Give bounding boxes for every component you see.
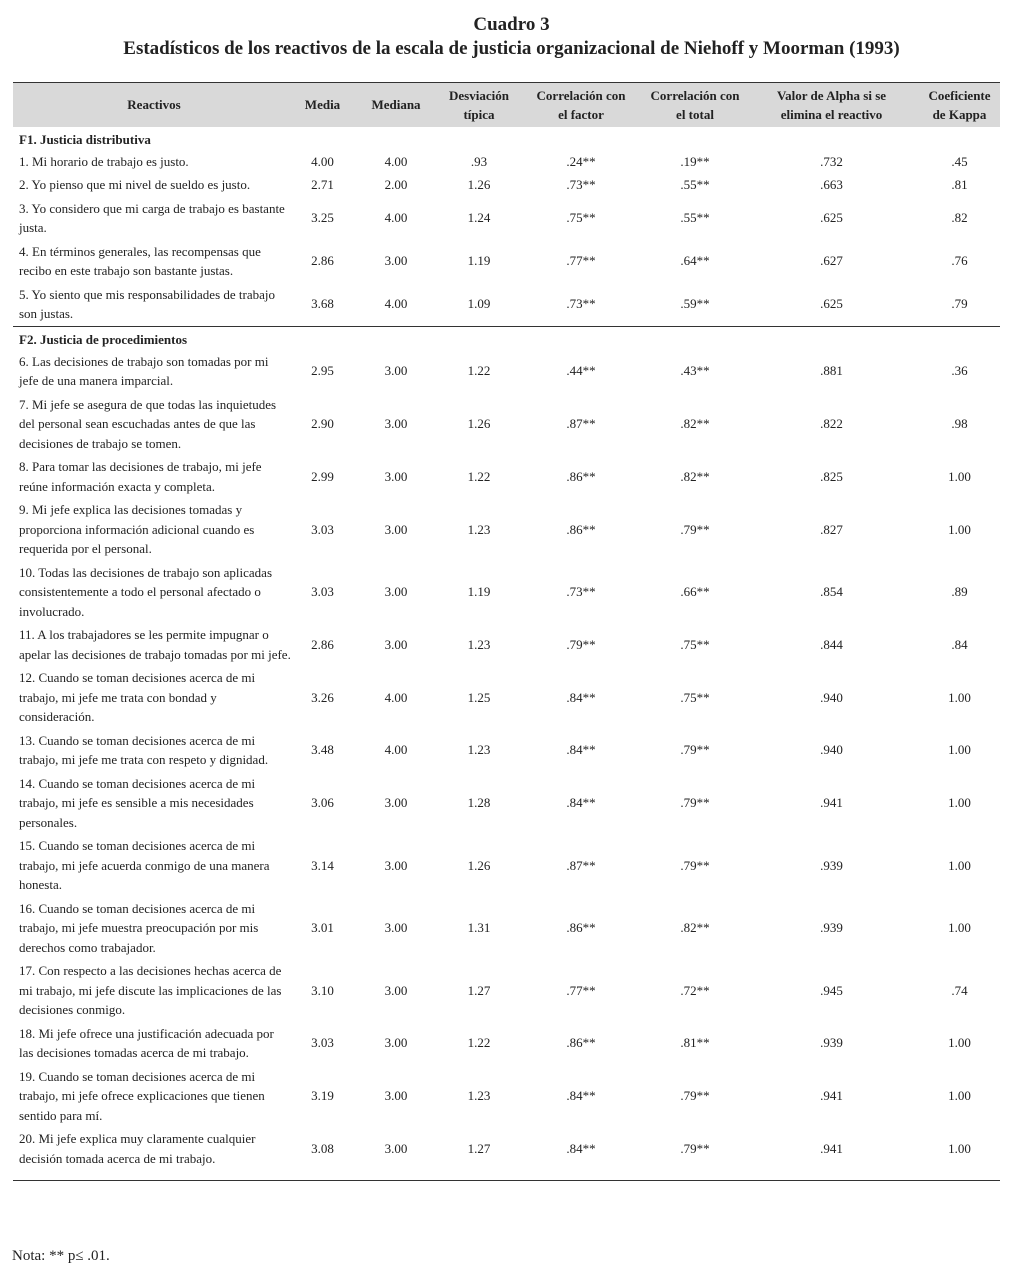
item-text: 1. Mi horario de trabajo es justo. xyxy=(19,153,189,169)
table-body xyxy=(13,127,1000,1181)
cell-kappa: .36 xyxy=(951,363,968,379)
section-title: F2. Justicia de procedimientos xyxy=(13,326,1000,350)
cell-corr-factor: .77** xyxy=(566,982,596,998)
cell-mediana: 3.00 xyxy=(384,857,408,873)
cell-desviacion: 1.26 xyxy=(467,857,491,873)
cell-kappa: .45 xyxy=(951,153,968,169)
item-text: 18. Mi jefe ofrece una justificación adecuada por las decisiones tomadas acerca de mi trabajo. xyxy=(19,1025,274,1060)
cell-corr-factor: .86** xyxy=(566,1035,596,1051)
item-text: 7. Mi jefe se asegura de que todas las inquietudes del personal sean escuchadas antes de que las decisiones de trabajo se tomen. xyxy=(19,396,277,451)
cell-media: 3.26 xyxy=(311,689,334,705)
cell-corr-total: .81** xyxy=(680,1035,710,1051)
item-text: 15. Cuando se toman decisiones acerca de mi trabajo, mi jefe acuerda conmigo de una manera honesta. xyxy=(19,838,270,892)
item-text: 13. Cuando se toman decisiones acerca de mi trabajo, mi jefe me trata con respeto y dignidad. xyxy=(19,732,269,767)
cell-mediana: 4.00 xyxy=(384,742,408,758)
cell-mediana: 4.00 xyxy=(384,689,408,705)
table-row xyxy=(13,1127,1000,1181)
cell-mediana: 3.00 xyxy=(384,920,408,935)
cell-kappa: 1.00 xyxy=(948,742,971,758)
cell-media: 3.19 xyxy=(311,1088,334,1103)
table-row xyxy=(13,350,1000,393)
cell-corr-total: .59** xyxy=(680,296,710,312)
item-text: 3. Yo considero que mi carga de trabajo es bastante justa. xyxy=(19,200,285,235)
cell-corr-factor: .86** xyxy=(566,468,596,484)
table-row xyxy=(13,666,1000,729)
cell-corr-total: .82** xyxy=(680,468,710,484)
cell-alpha: .732 xyxy=(820,153,843,169)
table-row xyxy=(13,623,1000,666)
cell-alpha: .627 xyxy=(820,253,843,269)
cell-alpha: .827 xyxy=(820,521,843,537)
cell-desviacion: 1.23 xyxy=(467,521,491,537)
cell-desviacion: 1.24 xyxy=(467,210,491,226)
item-text: 19. Cuando se toman decisiones acerca de mi trabajo, mi jefe ofrece explicaciones que tienen sentido para mí. xyxy=(19,1068,265,1123)
cell-mediana: 2.00 xyxy=(384,177,408,192)
cell-alpha: .822 xyxy=(820,416,843,431)
cell-corr-total: .82** xyxy=(680,920,710,935)
cell-kappa: .98 xyxy=(951,416,968,431)
cell-mediana: 3.00 xyxy=(384,795,408,810)
cell-alpha: .625 xyxy=(820,296,843,312)
table-note: Nota: ** p≤ .01. xyxy=(12,1248,110,1264)
table-row xyxy=(13,150,1000,174)
header-col-kappa: Coeficiente de Kappa xyxy=(919,83,1000,127)
cell-corr-factor: .73** xyxy=(566,584,596,599)
cell-kappa: .84 xyxy=(951,636,968,652)
table-row xyxy=(13,498,1000,561)
cell-kappa: .81 xyxy=(951,177,968,192)
cell-corr-factor: .75** xyxy=(566,210,596,226)
cell-media: 3.14 xyxy=(311,857,334,873)
table-row xyxy=(13,561,1000,624)
cell-media: 2.86 xyxy=(311,636,334,652)
cell-mediana: 3.00 xyxy=(384,584,408,599)
item-text: 5. Yo siento que mis responsabilidades de trabajo son justas. xyxy=(19,286,275,321)
cell-kappa: 1.00 xyxy=(948,857,971,873)
cell-kappa: .76 xyxy=(951,253,968,269)
cell-corr-total: .75** xyxy=(680,636,710,652)
item-text: 9. Mi jefe explica las decisiones tomadas y proporciona información adicional cuando es requerida por el personal. xyxy=(19,502,255,556)
header-col-corr-factor: Correlación con el factor xyxy=(516,83,646,127)
statistics-table xyxy=(13,82,1000,1181)
cell-mediana: 3.00 xyxy=(384,363,408,379)
cell-media: 2.99 xyxy=(311,468,334,484)
cell-corr-factor: .84** xyxy=(566,795,596,810)
cell-media: 3.03 xyxy=(311,584,334,599)
cell-alpha: .825 xyxy=(820,468,843,484)
cell-alpha: .625 xyxy=(820,210,843,226)
table-row xyxy=(13,772,1000,835)
cell-desviacion: 1.19 xyxy=(467,584,491,599)
cell-corr-total: .55** xyxy=(680,210,710,226)
cell-corr-total: .66** xyxy=(680,584,710,599)
cell-alpha: .881 xyxy=(820,363,843,379)
cell-corr-factor: .44** xyxy=(566,363,596,379)
cell-corr-total: .79** xyxy=(680,742,710,758)
cell-media: 2.95 xyxy=(311,363,334,379)
item-text: 20. Mi jefe explica muy claramente cualquier decisión tomada acerca de mi trabajo. xyxy=(13,1127,295,1181)
cell-corr-factor: .87** xyxy=(566,416,596,431)
cell-alpha: .945 xyxy=(820,982,843,998)
cell-desviacion: 1.22 xyxy=(467,1035,491,1051)
cell-mediana: 4.00 xyxy=(384,296,408,312)
cell-corr-total: .72** xyxy=(680,982,710,998)
header-col-reactivos: Reactivos xyxy=(13,83,295,127)
cell-media: 2.71 xyxy=(311,177,334,192)
cell-alpha: .939 xyxy=(820,1035,843,1051)
table-row xyxy=(13,283,1000,327)
cell-mediana: 4.00 xyxy=(384,210,408,226)
item-text: 11. A los trabajadores se les permite impugnar o apelar las decisiones de trabajo tomadas por mi jefe. xyxy=(19,627,291,662)
item-text: 12. Cuando se toman decisiones acerca de mi trabajo, mi jefe me trata con bondad y consideración. xyxy=(19,670,256,724)
item-text: 2. Yo pienso que mi nivel de sueldo es justo. xyxy=(19,177,251,192)
table-row xyxy=(13,173,1000,197)
cell-corr-factor: .73** xyxy=(566,296,596,312)
item-text: 17. Con respecto a las decisiones hechas acerca de mi trabajo, mi jefe discute las implicaciones de las decisiones conmigo. xyxy=(19,963,282,1017)
cell-corr-total: .79** xyxy=(680,521,710,537)
cell-media: 3.48 xyxy=(311,742,334,758)
section-row xyxy=(13,127,1000,150)
cell-media: 3.25 xyxy=(311,210,334,226)
cell-mediana: 3.00 xyxy=(384,253,408,269)
cell-media: 3.03 xyxy=(311,521,334,537)
cell-alpha: .941 xyxy=(820,795,843,810)
table-row xyxy=(13,455,1000,498)
cell-desviacion: 1.27 xyxy=(467,982,491,998)
cell-corr-total: .79** xyxy=(680,1088,710,1103)
cell-kappa: 1.00 xyxy=(948,468,971,484)
cell-corr-total: .82** xyxy=(680,416,710,431)
cell-desviacion: 1.26 xyxy=(467,416,491,431)
cell-kappa: 1.00 xyxy=(948,1088,971,1103)
cell-mediana: 3.00 xyxy=(384,982,408,998)
cell-corr-factor: .79** xyxy=(566,636,596,652)
cell-kappa: 1.00 xyxy=(948,1035,971,1051)
header-col-mediana: Mediana xyxy=(350,83,442,127)
cell-media: 2.86 xyxy=(311,253,334,269)
table-row xyxy=(13,729,1000,772)
cell-desviacion: 1.23 xyxy=(467,1088,491,1103)
cell-kappa: .82 xyxy=(951,210,968,226)
header-col-alpha: Valor de Alpha si se elimina el reactivo xyxy=(744,83,919,127)
cell-alpha: .939 xyxy=(820,857,843,873)
cell-media: 3.01 xyxy=(311,920,334,935)
cell-corr-total: .43** xyxy=(680,363,710,379)
cell-mediana: 3.00 xyxy=(384,521,408,537)
cell-corr-factor: .87** xyxy=(566,857,596,873)
cell-media: 3.08 xyxy=(295,1127,350,1181)
cell-corr-total: .79** xyxy=(646,1127,744,1181)
table-row xyxy=(13,197,1000,240)
cell-mediana: 4.00 xyxy=(384,153,408,169)
table-caption-title: Estadísticos de los reactivos de la escala de justicia organizacional de Niehoff y Moorman (1993) xyxy=(123,38,900,59)
item-text: 16. Cuando se toman decisiones acerca de mi trabajo, mi jefe muestra preocupación por mis derechos como trabajador. xyxy=(19,900,259,955)
cell-alpha: .940 xyxy=(820,689,843,705)
cell-desviacion: 1.26 xyxy=(467,177,491,192)
table-row xyxy=(13,240,1000,283)
cell-alpha: .844 xyxy=(820,636,843,652)
cell-desviacion: 1.25 xyxy=(467,689,491,705)
cell-corr-factor: .84** xyxy=(566,1088,596,1103)
cell-media: 3.68 xyxy=(311,296,334,312)
table-row xyxy=(13,834,1000,897)
item-text: 6. Las decisiones de trabajo son tomadas por mi jefe de una manera imparcial. xyxy=(19,353,269,388)
cell-alpha: .663 xyxy=(820,177,843,192)
cell-kappa: 1.00 xyxy=(948,521,971,537)
cell-media: 4.00 xyxy=(311,153,334,169)
cell-media: 3.10 xyxy=(311,982,334,998)
cell-corr-factor: .84** xyxy=(566,689,596,705)
cell-corr-factor: .86** xyxy=(566,920,596,935)
item-text: 8. Para tomar las decisiones de trabajo, mi jefe reúne información exacta y completa. xyxy=(19,459,262,494)
cell-mediana: 3.00 xyxy=(384,468,408,484)
cell-desviacion: 1.22 xyxy=(467,363,491,379)
header-col-corr-total: Correlación con el total xyxy=(646,83,744,127)
cell-desviacion: 1.23 xyxy=(467,636,491,652)
cell-corr-total: .79** xyxy=(680,857,710,873)
cell-corr-total: .79** xyxy=(680,795,710,810)
table-caption-number: Cuadro 3 xyxy=(473,14,550,35)
section-title: F1. Justicia distributiva xyxy=(19,131,151,147)
cell-desviacion: 1.22 xyxy=(467,468,491,484)
item-text: 14. Cuando se toman decisiones acerca de mi trabajo, mi jefe es sensible a mis necesidades personales. xyxy=(19,775,256,830)
table-row xyxy=(13,959,1000,1022)
section-row xyxy=(13,326,1000,350)
header-col-media: Media xyxy=(295,83,350,127)
cell-desviacion: 1.19 xyxy=(467,253,491,269)
cell-media: 3.03 xyxy=(311,1035,334,1051)
cell-kappa: 1.00 xyxy=(948,689,971,705)
cell-alpha: .854 xyxy=(820,584,843,599)
header-col-desviacion: Desviación típica xyxy=(442,83,516,127)
cell-kappa: 1.00 xyxy=(948,920,971,935)
cell-corr-total: .75** xyxy=(680,689,710,705)
cell-mediana: 3.00 xyxy=(384,1088,408,1103)
cell-kappa: .79 xyxy=(951,296,968,312)
table-row xyxy=(13,897,1000,960)
cell-alpha: .940 xyxy=(820,742,843,758)
item-text: 4. En términos generales, las recompensas que recibo en este trabajo son bastante justas. xyxy=(19,243,261,278)
cell-alpha: .939 xyxy=(820,920,843,935)
cell-corr-factor: .84** xyxy=(566,742,596,758)
cell-corr-factor: .86** xyxy=(566,521,596,537)
cell-kappa: .89 xyxy=(951,584,968,599)
cell-corr-factor: .24** xyxy=(566,153,596,169)
cell-kappa: 1.00 xyxy=(948,795,971,810)
cell-media: 2.90 xyxy=(311,416,334,431)
cell-kappa: 1.00 xyxy=(919,1127,1000,1181)
cell-desviacion: 1.23 xyxy=(467,742,491,758)
cell-corr-total: .64** xyxy=(680,253,710,269)
cell-mediana: 3.00 xyxy=(384,416,408,431)
header-row xyxy=(13,83,1000,127)
cell-desviacion: 1.31 xyxy=(467,920,491,935)
cell-desviacion: 1.09 xyxy=(467,296,491,312)
cell-mediana: 3.00 xyxy=(350,1127,442,1181)
cell-corr-total: .19** xyxy=(680,153,710,169)
cell-desviacion: .93 xyxy=(470,153,488,169)
cell-desviacion: 1.28 xyxy=(467,795,491,810)
cell-corr-factor: .84** xyxy=(516,1127,646,1181)
cell-corr-factor: .77** xyxy=(566,253,596,269)
cell-media: 3.06 xyxy=(311,795,334,810)
cell-alpha: .941 xyxy=(820,1088,843,1103)
table-row xyxy=(13,1065,1000,1128)
table-row xyxy=(13,1022,1000,1065)
cell-desviacion: 1.27 xyxy=(442,1127,516,1181)
cell-corr-factor: .73** xyxy=(566,177,596,192)
cell-alpha: .941 xyxy=(744,1127,919,1181)
cell-corr-total: .55** xyxy=(680,177,710,192)
cell-mediana: 3.00 xyxy=(384,1035,408,1051)
cell-mediana: 3.00 xyxy=(384,636,408,652)
cell-kappa: .74 xyxy=(951,982,968,998)
item-text: 10. Todas las decisiones de trabajo son aplicadas consistentemente a todo el personal afectado o involucrado. xyxy=(19,564,273,619)
table-row xyxy=(13,393,1000,456)
